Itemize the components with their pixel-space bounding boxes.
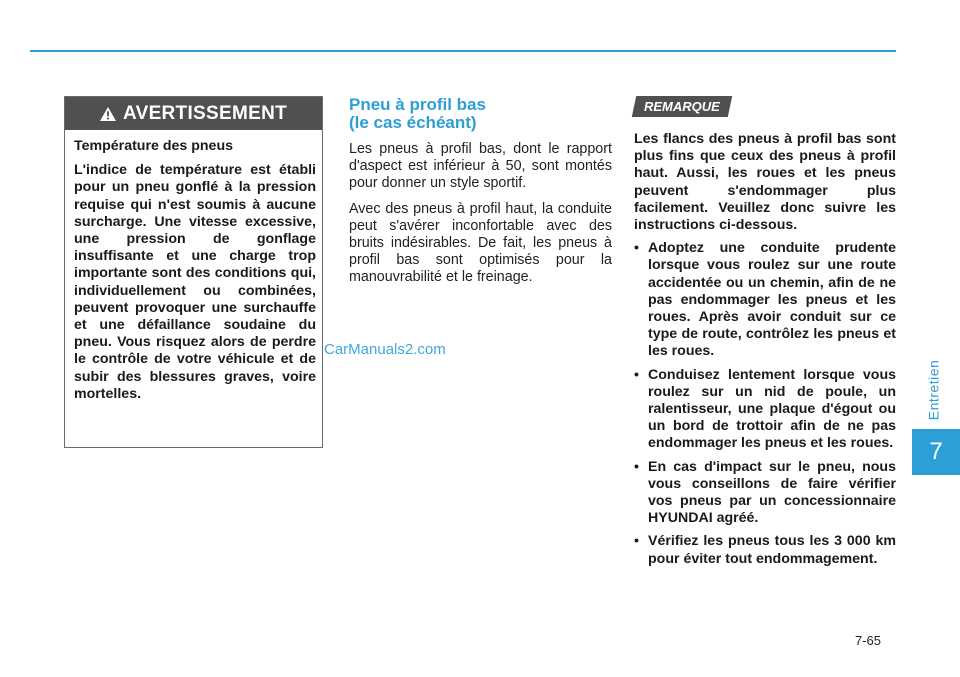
warning-text: L'indice de température est établi pour un pneu gonflé à la pression requise qui n'est soumis à aucune surcharge. Une vitesse excessive, une pression de gonflage insuffisante et une charge trop importante sont des conditions qui, individuellement ou combinées, peuvent provoquer une surchauffe et une défaillance soudaine du pneu. Vous risquez alors de perdre le contrôle de votre véhicule et de subir des blessures graves, voire mortelles.	[74, 162, 316, 402]
list-item	[634, 533, 896, 567]
remark-badge	[632, 96, 732, 117]
remark-intro: Les flancs des pneus à profil bas sont plus fins que ceux des pneus à profil haut. Aussi, les roues et les pneus peuvent s'endommager plus facilement. Veuillez donc suivre les instructions ci-dessous.	[634, 131, 896, 234]
warning-triangle-icon	[100, 107, 116, 121]
page-number: 7-65	[855, 633, 882, 648]
warning-subtitle: Température des pneus	[74, 138, 233, 154]
list-item	[634, 459, 896, 528]
bullet-icon: •	[634, 240, 639, 257]
section-label-text: Entretien	[925, 359, 942, 421]
heading-line-1: Pneu à profil bas	[349, 95, 486, 114]
paragraph: Les pneus à profil bas, dont le rapport d'aspect est inférieur à 50, sont montés pour donner un style sportif.	[349, 141, 612, 192]
header-rule	[30, 50, 896, 52]
heading-line-2: (le cas échéant)	[349, 113, 477, 132]
list-item-text: Vérifiez les pneus tous les 3 000 km pour éviter tout endommagement.	[648, 533, 896, 567]
warning-box	[64, 96, 323, 448]
list-item-text: Adoptez une conduite prudente lorsque vous roulez sur une route accidentée ou un chemin, afin de ne pas endommager les pneus et les roues. Après avoir conduit sur ce type de route, contrôlez les pneus et les roues.	[648, 240, 896, 360]
list-item-text: En cas d'impact sur le pneu, nous vous conseillons de faire vérifier vos pneus par un concessionnaire HYUNDAI agréé.	[648, 458, 896, 527]
warning-body	[65, 130, 322, 403]
chapter-tab[interactable]: 7	[912, 429, 960, 475]
paragraph: Avec des pneus à profil haut, la conduite peut s'avérer inconfortable avec des bruits indésirables. De fait, les pneus à profil bas sont optimisés pour la manouvrabilité et le freinage.	[349, 200, 612, 286]
remark-badge-label: REMARQUE	[644, 99, 720, 114]
bullet-icon: •	[634, 533, 639, 550]
section-side-label	[922, 350, 944, 430]
remark-section	[634, 96, 896, 574]
warning-header	[65, 97, 322, 130]
warning-title: AVERTISSEMENT	[122, 102, 287, 124]
list-item	[634, 367, 896, 453]
list-item-text: Conduisez lentement lorsque vous roulez sur un nid de poule, un ralentisseur, une plaque d'égout ou un bord de trottoir afin de ne pas endommager les pneus et les roues.	[648, 366, 896, 452]
bullet-icon: •	[634, 458, 639, 475]
section-heading	[349, 96, 612, 132]
watermark-link[interactable]: CarManuals2.com	[324, 341, 446, 358]
bullet-icon: •	[634, 366, 639, 383]
low-profile-section	[349, 96, 612, 295]
list-item	[634, 240, 896, 360]
remark-bullet-list	[634, 240, 896, 568]
